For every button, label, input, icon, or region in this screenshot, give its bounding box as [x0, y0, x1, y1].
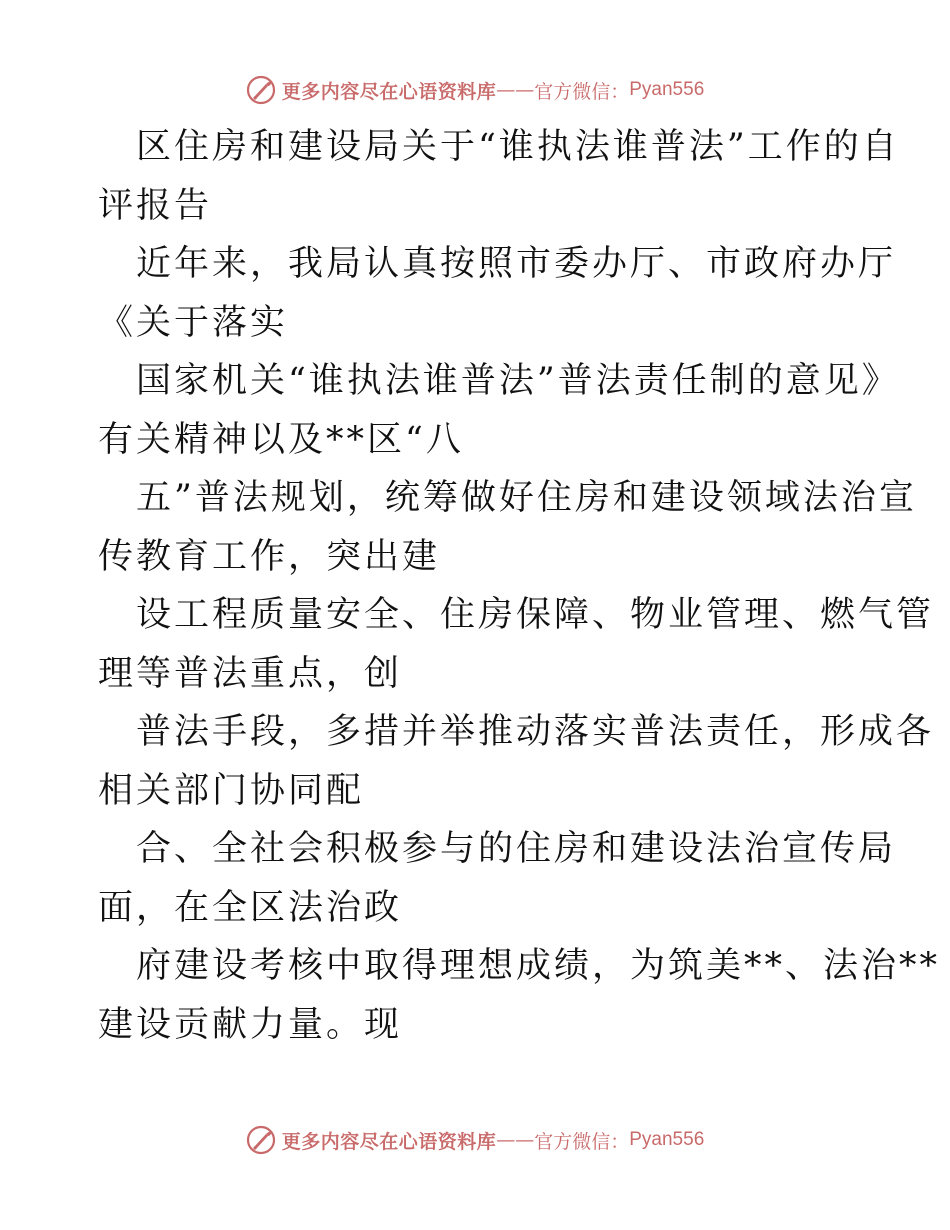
quill-logo-icon — [246, 75, 276, 105]
text-line: 有关精神以及**区“八 — [98, 419, 464, 460]
watermark-text: 更多内容尽在心语资料库 — [281, 80, 497, 103]
header-watermark — [0, 72, 950, 108]
text-line: 建设贡献力量。现 — [98, 1004, 403, 1045]
text-line: 府建设考核中取得理想成绩，为筑美**、法治** — [136, 946, 941, 986]
watermark-dash: —— — [496, 79, 535, 101]
watermark-wechat-id: Pyan556 — [629, 1129, 705, 1150]
text-line: 设工程质量安全、住房保障、物业管理、燃气管 — [136, 595, 935, 635]
document-body — [98, 118, 941, 1054]
text-line: 普法手段，多措并举推动落实普法责任，形成各 — [136, 712, 935, 752]
watermark-dash: —— — [496, 1129, 535, 1151]
watermark-label: 官方微信： — [534, 80, 630, 103]
text-line: 近年来，我局认真按照市委办厅、市政府办厅 — [136, 244, 897, 284]
text-line: 国家机关“谁执法谁普法”普法责任制的意见》 — [136, 361, 900, 401]
text-line: 传教育工作，突出建 — [98, 536, 441, 577]
text-line: 五”普法规划，统筹做好住房和建设领域法治宣 — [136, 478, 917, 518]
watermark-label: 官方微信： — [534, 1130, 630, 1153]
text-line: 区住房和建设局关于“谁执法谁普法”工作的自 — [136, 127, 900, 167]
watermark-wechat-id: Pyan556 — [629, 79, 705, 100]
quill-logo-icon — [246, 1125, 276, 1155]
text-line: 相关部门协同配 — [98, 770, 365, 811]
watermark-text: 更多内容尽在心语资料库 — [281, 1130, 497, 1153]
text-line: 《关于落实 — [98, 302, 289, 343]
text-line: 理等普法重点，创 — [98, 653, 403, 694]
footer-watermark — [0, 1122, 950, 1158]
text-line: 合、全社会积极参与的住房和建设法治宣传局 — [136, 829, 897, 869]
text-line: 面，在全区法治政 — [98, 887, 403, 928]
text-line: 评报告 — [98, 185, 213, 226]
